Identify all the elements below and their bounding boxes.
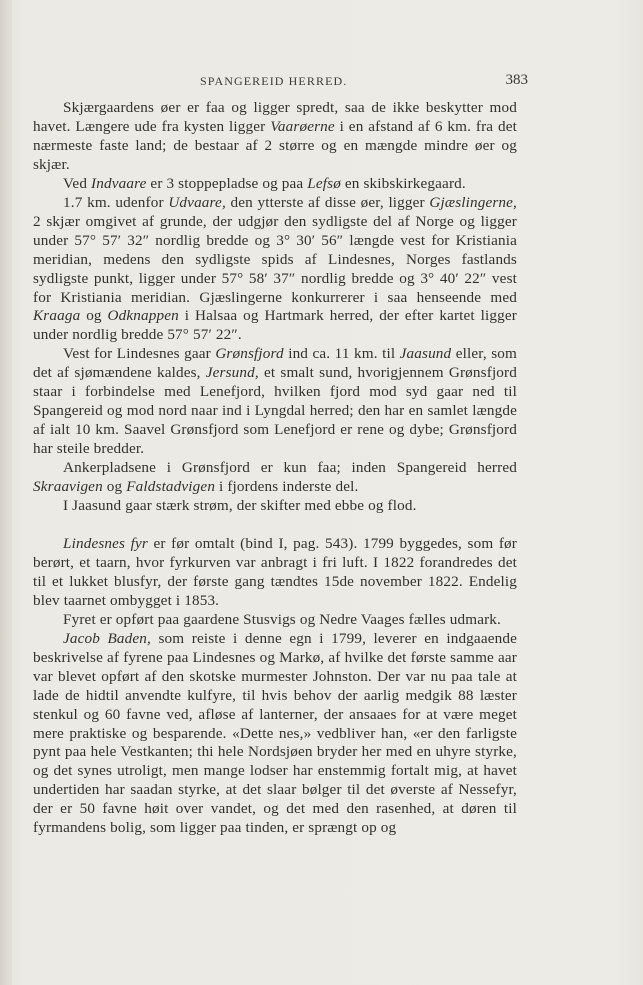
- italic-name: Jaasund: [399, 345, 452, 363]
- text-run: 2 skjær omgivet af grunde, der udgjør den sydligste del af Norge og ligger under 57° 57′ 32″ nordlig bredde og 3° 30′ 56″ længde vest for Kristiania meridian, medens den sydligste spids af Lindesnes, Norges fastlands sydligste punkt, ligger under 57° 58′ 37″ nordlig bredde og 3° 40′ 22″ vest for Kristiania meridian. Gjæslingerne konkurrerer i saa henseende med: [33, 212, 517, 306]
- italic-name: Lefsø: [307, 174, 341, 192]
- paragraph-gronsfjord: [33, 345, 517, 459]
- italic-name: Gjæslingerne,: [429, 193, 518, 211]
- paragraph-jacob-baden: [33, 630, 517, 838]
- running-head: SPANGEREID HERRED.: [200, 74, 348, 88]
- paragraph-indvaare: [33, 175, 517, 194]
- italic-name: Jacob Baden,: [63, 629, 151, 647]
- paragraph-fyret: [33, 611, 517, 630]
- paragraph-jaasund: [33, 497, 517, 516]
- italic-name: Kraaga: [33, 307, 81, 325]
- italic-name: Jersund,: [205, 364, 259, 382]
- text-run: er før omtalt (bind I, pag. 543). 1799 byggedes, som før berørt, et taarn, hvor fyrkurven var anbragt i fri luft. I 1822 forandredes det til et lukket blusfyr, der første gang tændtes 15de november 1822. Endelig blev taarnet ombygget i 1853.: [33, 534, 517, 609]
- body-text: [33, 99, 517, 838]
- text-run: i fjordens inderste del.: [215, 478, 359, 496]
- text-run: Ankerpladsene i Grønsfjord er kun faa; inden Spangereid herred: [63, 459, 517, 477]
- text-run: som reiste i denne egn i 1799, leverer en indgaaende beskrivelse af fyrene paa Lindesnes og Markø, af hvilke det første samme aar var blevet opført af den skotske murmester Johnston. Der var nu paa tale at lade de hidtil anvendte kulfyre, til hvis behov der aarlig medgik 88 læster stenkul og 60 favne ved, afløse af lanterner, der ansaaes for at være meget mere praktiske og besparende. «Dette nes,» vedbliver han, «er den farligste pynt paa hele Vestkanten; thi hele Nordsjøen bryder her med en uhyre styrke, og det synes utroligt, men mange lodser har enstemmig fortalt mig, at havet undertiden har saadan styrke, at det slaar bølger til det øverste af Nessefyr, der er 50 favne høit over vandet, og det med den rasenhed, at døren til fyrmandens bolig, som ligger paa tinden, er sprængt op og: [33, 629, 517, 837]
- italic-name: Lindesnes fyr: [63, 534, 148, 552]
- text-run: Ved: [63, 174, 92, 192]
- text-run: og: [80, 307, 108, 325]
- italic-name: Udvaare,: [168, 193, 226, 211]
- paragraph-skjaergaard: [33, 99, 517, 175]
- text-run: den ytterste af disse øer, ligger: [225, 193, 430, 211]
- page-number: 383: [505, 72, 528, 88]
- italic-name: Odknappen: [107, 307, 179, 325]
- italic-name: Vaarøerne: [270, 117, 335, 135]
- text-run: 1.7 km. udenfor: [63, 193, 169, 211]
- italic-name: Faldstadvigen: [126, 478, 216, 496]
- italic-name: Grønsfjord: [215, 345, 284, 363]
- paragraph-gjaeslingerne: [33, 194, 517, 346]
- paragraph-ankerpladse: [33, 459, 517, 497]
- page-gutter-shadow: [0, 0, 12, 985]
- text-run: en skibskirkegaard.: [340, 174, 466, 192]
- text-run: og: [102, 478, 127, 496]
- text-run: i en afstand af 6 km. fra det nærmeste faste land; de bestaar af 2 større og en mængde mindre øer og skjær.: [33, 117, 517, 173]
- text-run: ind ca. 11 km. til: [283, 345, 400, 363]
- text-run: Fyret er opført paa gaardene Stusvigs og Nedre Vaages fælles udmark.: [63, 610, 501, 628]
- text-run: I Jaasund gaar stærk strøm, der skifter med ebbe og flod.: [63, 497, 417, 515]
- italic-name: Skraavigen: [33, 478, 103, 496]
- text-run: Skjærgaardens øer er faa og ligger spredt, saa de ikke beskytter mod havet. Længere ude fra kysten ligger: [33, 99, 517, 135]
- italic-name: Indvaare: [91, 174, 147, 192]
- text-run: Vest for Lindesnes gaar: [63, 345, 216, 363]
- text-run: er 3 stoppepladse og paa: [146, 174, 308, 192]
- page-header: [0, 74, 643, 90]
- paragraph-lindesnes-fyr: [33, 535, 517, 611]
- text-run: eller, som det af sjømændene kaldes,: [33, 345, 517, 382]
- text-run: i Halsaa og Hartmark herred, der efter kartet ligger under nordlig bredde 57° 57′ 22″.: [33, 307, 517, 344]
- text-run: et smalt sund, hvorigjennem Grønsfjord staar i forbindelse med Lenefjord, hvilken fjord mod syd gaar ned til Spangereid og mod nord naar ind i Lyngdal herred; den har en samlet længde af ialt 10 km. Saavel Grønsfjord som Lenefjord er rene og dybe; Grønsfjord har steile bredder.: [33, 364, 518, 458]
